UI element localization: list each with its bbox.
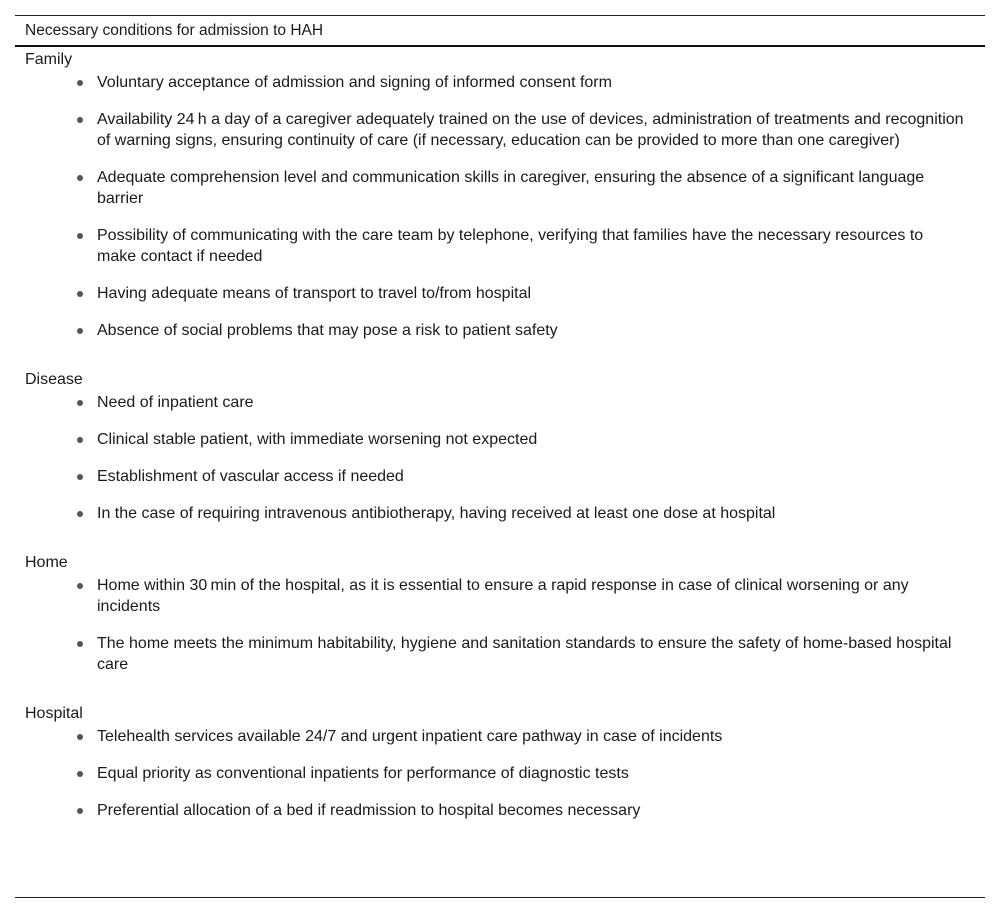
list-item (75, 800, 985, 821)
list-item-text: Availability 24 h a day of a caregiver adequately trained on the use of devices, administration of treatments and recognition of warning signs, ensuring continuity of care (if necessary, education can be provided to more than one caregiver) (97, 111, 964, 149)
section-hospital (15, 703, 985, 821)
list-item (75, 167, 985, 209)
list-item (75, 109, 985, 151)
bullet-icon (77, 808, 83, 814)
list-item (75, 320, 985, 341)
list-item-text: Adequate comprehension level and communication skills in caregiver, ensuring the absence of a significant language barrier (97, 169, 925, 207)
list-item (75, 633, 985, 675)
section-list (25, 575, 985, 675)
list-item-text: In the case of requiring intravenous antibiotherapy, having received at least one dose at hospital (97, 505, 776, 522)
bullet-icon (77, 328, 83, 334)
bullet-icon (77, 80, 83, 86)
bullet-icon (77, 583, 83, 589)
list-item (75, 72, 985, 93)
bullet-icon (77, 734, 83, 740)
list-item-text: Establishment of vascular access if needed (97, 468, 404, 485)
bullet-icon (77, 117, 83, 123)
list-item (75, 763, 985, 784)
list-item (75, 225, 985, 267)
bullet-icon (77, 400, 83, 406)
section-family (15, 49, 985, 341)
list-item (75, 283, 985, 304)
section-home (15, 552, 985, 675)
section-title: Family (25, 51, 73, 68)
list-item (75, 575, 985, 617)
bullet-icon (77, 771, 83, 777)
list-item-text: Home within 30 min of the hospital, as it is essential to ensure a rapid response in case of clinical worsening or any incidents (97, 577, 909, 615)
bullet-icon (77, 641, 83, 647)
list-item-text: Equal priority as conventional inpatients for performance of diagnostic tests (97, 765, 629, 782)
bullet-icon (77, 437, 83, 443)
list-item (75, 726, 985, 747)
section-list (25, 72, 985, 341)
table-header (15, 16, 985, 47)
section-title: Home (25, 554, 68, 571)
list-item-text: Having adequate means of transport to travel to/from hospital (97, 285, 532, 302)
list-item (75, 503, 985, 524)
list-item (75, 466, 985, 487)
list-item-text: Clinical stable patient, with immediate worsening not expected (97, 431, 538, 448)
list-item-text: Need of inpatient care (97, 394, 254, 411)
list-item (75, 392, 985, 413)
list-item-text: Preferential allocation of a bed if readmission to hospital becomes necessary (97, 802, 641, 819)
bullet-icon (77, 474, 83, 480)
conditions-table (15, 15, 985, 837)
list-item (75, 429, 985, 450)
list-item-text: Possibility of communicating with the care team by telephone, verifying that families have the necessary resources to make contact if needed (97, 227, 924, 265)
bullet-icon (77, 511, 83, 517)
bullet-icon (77, 175, 83, 181)
list-item-text: The home meets the minimum habitability, hygiene and sanitation standards to ensure the safety of home-based hospital care (97, 635, 952, 673)
section-list (25, 726, 985, 821)
list-item-text: Voluntary acceptance of admission and signing of informed consent form (97, 74, 612, 91)
section-list (25, 392, 985, 524)
table-header-label: Necessary conditions for admission to HAH (25, 21, 324, 39)
bullet-icon (77, 291, 83, 297)
section-title: Hospital (25, 705, 83, 722)
table-bottom-rule (15, 897, 985, 898)
list-item-text: Absence of social problems that may pose a risk to patient safety (97, 322, 558, 339)
bullet-icon (77, 233, 83, 239)
section-disease (15, 369, 985, 524)
section-title: Disease (25, 371, 83, 388)
list-item-text: Telehealth services available 24/7 and urgent inpatient care pathway in case of incidents (97, 728, 723, 745)
